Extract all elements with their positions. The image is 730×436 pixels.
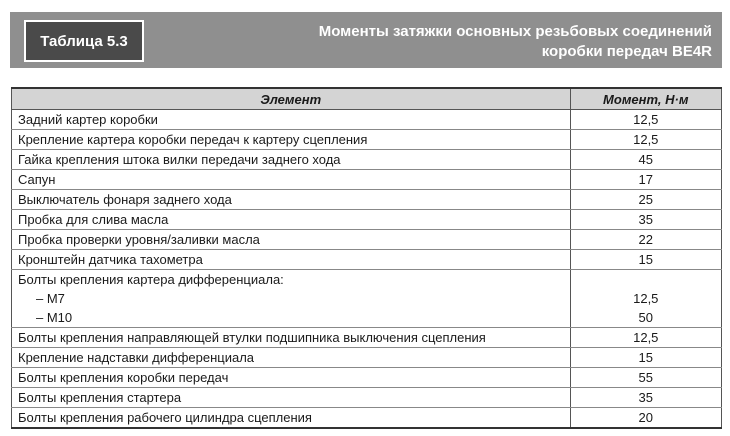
element-cell: Сапун — [12, 170, 571, 190]
table-row — [12, 190, 722, 210]
element-cell: Кронштейн датчика тахометра — [12, 250, 571, 270]
table-title-line-2: коробки передач BE4R — [541, 43, 712, 60]
column-header-torque: Момент, Н·м — [570, 88, 721, 110]
element-cell: – M7 — [12, 289, 571, 308]
table-title-line-1: Моменты затяжки основных резьбовых соединений — [318, 23, 712, 40]
element-cell: Болты крепления картера дифференциала: — [12, 270, 571, 290]
element-cell: Болты крепления направляющей втулки подшипника выключения сцепления — [12, 328, 571, 348]
table-row — [12, 408, 722, 429]
element-cell: Болты крепления рабочего цилиндра сцепления — [12, 408, 571, 429]
table-row — [12, 150, 722, 170]
element-cell: Болты крепления стартера — [12, 388, 571, 408]
torque-cell: 12,5 — [570, 130, 721, 150]
element-cell: Болты крепления коробки передач — [12, 368, 571, 388]
table-row — [12, 250, 722, 270]
table-head-row — [12, 88, 722, 110]
table-row — [12, 210, 722, 230]
table-row — [12, 328, 722, 348]
torque-cell: 22 — [570, 230, 721, 250]
element-cell: Крепление картера коробки передач к картеру сцепления — [12, 130, 571, 150]
table-number-badge: Таблица 5.3 — [24, 20, 144, 62]
torque-cell: 35 — [570, 210, 721, 230]
table-title — [192, 22, 712, 62]
table-row — [12, 110, 722, 130]
torque-cell: 12,5 — [570, 289, 721, 308]
table-row — [12, 308, 722, 328]
element-cell: Пробка проверки уровня/заливки масла — [12, 230, 571, 250]
torque-cell: 20 — [570, 408, 721, 429]
column-header-element: Элемент — [12, 88, 571, 110]
torque-cell: 15 — [570, 250, 721, 270]
element-cell: Пробка для слива масла — [12, 210, 571, 230]
table-row — [12, 230, 722, 250]
element-cell: Задний картер коробки — [12, 110, 571, 130]
table-header-bar — [10, 12, 722, 68]
torque-cell: 15 — [570, 348, 721, 368]
table-row — [12, 170, 722, 190]
torque-table — [11, 87, 722, 429]
table-row — [12, 130, 722, 150]
torque-cell — [570, 270, 721, 290]
element-cell: Гайка крепления штока вилки передачи заднего хода — [12, 150, 571, 170]
element-cell: Выключатель фонаря заднего хода — [12, 190, 571, 210]
torque-cell: 35 — [570, 388, 721, 408]
table-row — [12, 270, 722, 290]
table-row — [12, 368, 722, 388]
element-cell: – M10 — [12, 308, 571, 328]
table-row — [12, 289, 722, 308]
torque-cell: 25 — [570, 190, 721, 210]
torque-cell: 17 — [570, 170, 721, 190]
torque-cell: 12,5 — [570, 328, 721, 348]
torque-cell: 45 — [570, 150, 721, 170]
table-row — [12, 348, 722, 368]
element-cell: Крепление надставки дифференциала — [12, 348, 571, 368]
torque-cell: 12,5 — [570, 110, 721, 130]
torque-cell: 55 — [570, 368, 721, 388]
torque-cell: 50 — [570, 308, 721, 328]
table-row — [12, 388, 722, 408]
